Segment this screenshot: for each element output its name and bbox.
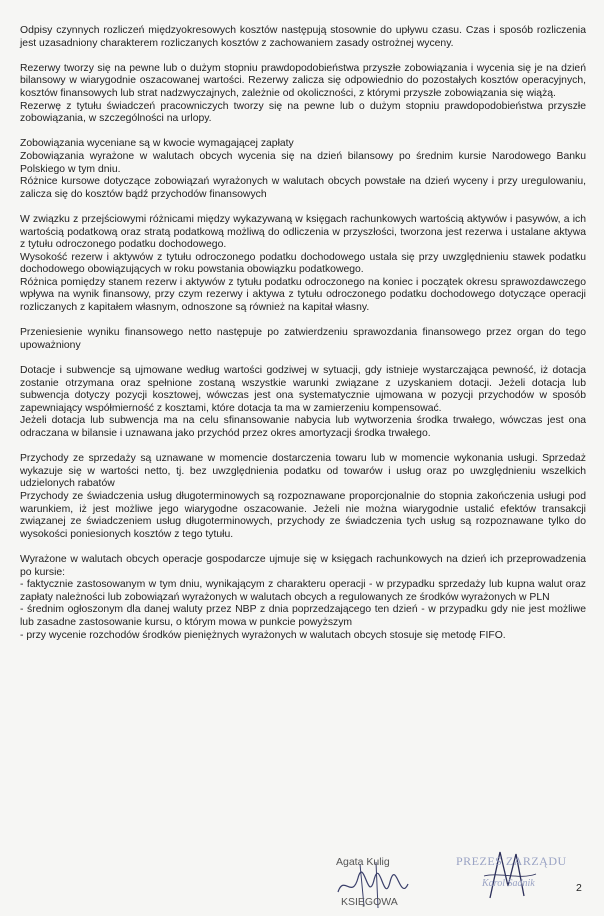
stamp-name: Karol Sadnik	[482, 878, 535, 889]
page-number: 2	[576, 882, 582, 894]
paragraph: Przeniesienie wyniku finansowego netto następuje po zatwierdzeniu sprawozdania finansowego przez organ do tego upoważniony	[20, 327, 586, 351]
paragraph: Przychody ze świadczenia usług długoterminowych są rozpoznawane proporcjonalnie do stopnia zakończenia usługi pod warunkiem, iż jest możliwe jego wiarygodne oszacowanie. Jeżeli nie można wiarygodnie ustalić efektów transakcji związanej ze świadczeniem usług długoterminowych, przychody ze świadczenia tych usług są rozpoznawane tylko do wysokości poniesionych kosztów z tego tytułu.	[20, 490, 586, 540]
paragraph: Rezerwy tworzy się na pewne lub o dużym stopniu prawdopodobieństwa przyszłe zobowiązania i wycenia się je na dzień bilansowy w wiarygodnie oszacowanej wartości. Rezerwy zalicza się odpowiednio do pozostałych kosztów operacyjnych, kosztów finansowych lub strat nadzwyczajnych, zależnie od okoliczności, z którymi przyszłe zobowiązania się wiążą.	[20, 62, 586, 99]
paragraph: - średnim ogłoszonym dla danej waluty przez NBP z dnia poprzedzającego ten dzień - w przypadku gdy nie jest możliwe lub zasadne zastosowanie kursu, o którym mowa w punkcie powyższym	[20, 604, 586, 628]
paragraph: Różnice kursowe dotyczące zobowiązań wyrażonych w walutach obcych powstałe na dzień wyceny i przy uregulowaniu, zalicza się do kosztów bądź przychodów finansowych	[20, 176, 586, 200]
paragraph: - faktycznie zastosowanym w tym dniu, wynikającym z charakteru operacji - w przypadku sprzedaży lub kupna walut oraz zapłaty należności lub zobowiązań wyrażonych w walutach obcych a regulowanych ze środków wyrażonych w PLN	[20, 579, 586, 603]
paragraph: W związku z przejściowymi różnicami między wykazywaną w księgach rachunkowych wartością aktywów i pasywów, a ich wartością podatkową oraz stratą podatkową możliwą do odliczenia w przyszłości, tworzona jest rezerwa i ustalane aktywa z tytułu odroczonego podatku dochodowego.	[20, 213, 586, 251]
stamp-title: PREZES ZARZĄDU	[456, 854, 567, 868]
paragraph: Różnica pomiędzy stanem rezerw i aktywów z tytułu podatku odroczonego na koniec i początek okresu sprawozdawczego wpływa na wynik finansowy, przy czym rezerwy i aktywa z tytułu odroczonego podatku dochodowego dotyczące operacji rozliczanych z kapitałem własnym, odnoszone są również na kapitał własny.	[20, 276, 586, 314]
signature-footer	[0, 842, 604, 916]
paragraph: Rezerwę z tytułu świadczeń pracowniczych tworzy się na pewne lub o dużym stopniu prawdopodobieństwa przyszłe zobowiązania, w szczególności na urlopy.	[20, 100, 586, 125]
document-body	[20, 25, 586, 642]
paragraph: Dotacje i subwencje są ujmowane według wartości godziwej w sytuacji, gdy istnieje wystarczająca pewność, iż dotacja zostanie otrzymana oraz spełnione zostaną wszystkie warunki związane z uzyskaniem dotacji. Jeżeli dotacja lub subwencja dotyczy pozycji kosztowej, wówczas jest ona systematycznie ujmowana w pozycji przychodów w sposób zapewniający współmierność z kosztami, które dotacja ta ma w zamierzeniu kompensować.	[20, 365, 586, 414]
paragraph: Jeżeli dotacja lub subwencja ma na celu sfinansowanie nabycia lub wytworzenia środka trwałego, wówczas jest ona odraczana w bilansie i uznawana jako przychód przez okres amortyzacji środka trwałego.	[20, 415, 586, 439]
paragraph: Przychody ze sprzedaży są uznawane w momencie dostarczenia towaru lub w momencie wykonania usługi. Sprzedaż wykazuje się w wartości netto, tj. bez uwzględnienia podatku od towarów i usług oraz po uwzględnieniu wszelkich udzielonych rabatów	[20, 453, 586, 490]
paragraph: Zobowiązania wyrażone w walutach obcych wycenia się na dzień bilansowy po średnim kursie Narodowego Banku Polskiego w tym dniu.	[20, 150, 586, 175]
paragraph: Zobowiązania wyceniane są w kwocie wymagającej zapłaty	[20, 138, 294, 150]
paragraph: Odpisy czynnych rozliczeń międzyokresowych kosztów następują stosownie do upływu czasu. Czas i sposób rozliczenia jest uzasadniony charakterem rozliczanych kosztów z zachowaniem zasady ostrożnej wyceny.	[20, 25, 586, 49]
paragraph: Wyrażone w walutach obcych operacje gospodarcze ujmuje się w księgach rachunkowych na dzień ich przeprowadzenia po kursie:	[20, 553, 586, 578]
paragraph: - przy wycenie rozchodów środków pieniężnych wyrażonych w walutach obcych stosuje się metodę FIFO.	[20, 629, 506, 641]
signer-name: Agata Kulig	[336, 856, 390, 868]
signer-role: KSIĘGOWA	[341, 896, 398, 908]
paragraph: Wysokość rezerw i aktywów z tytułu odroczonego podatku dochodowego ustala się przy uwzględnieniu stawek podatku dochodowego obowiązujących w roku powstania obowiązku podatkowego.	[20, 251, 586, 276]
